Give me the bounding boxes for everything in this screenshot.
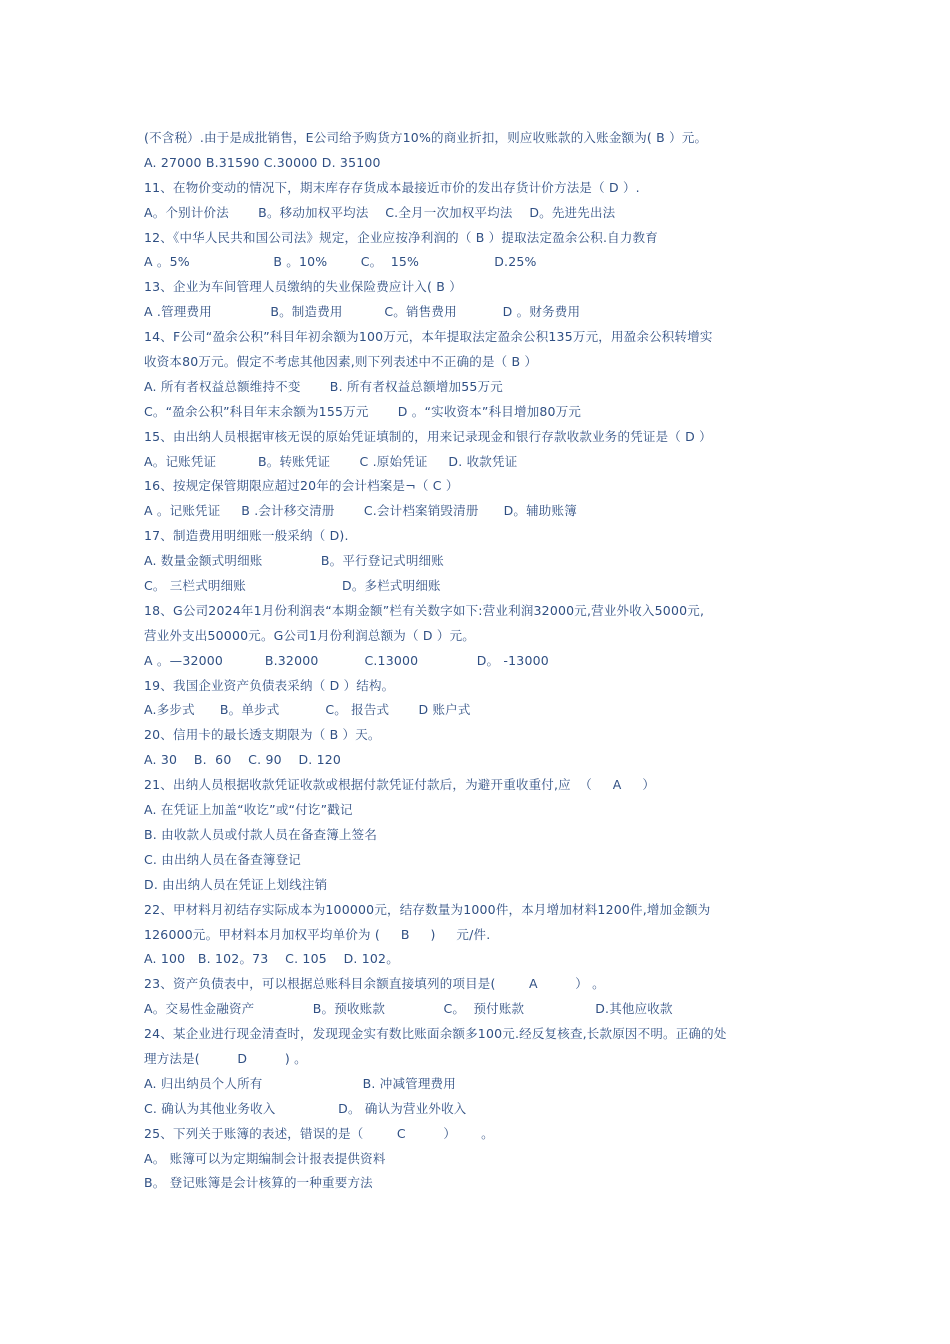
text-line: 17、制造费用明细账一般采纳（ D). (144, 528, 349, 544)
text-line: (不含税）.由于是成批销售，E公司给予购货方10%的商业折扣，则应收账款的入账金额为( B ）元。 (144, 130, 708, 145)
text-line: 理方法是( D ) 。 (144, 1050, 307, 1066)
text-line: C. 由出纳人员在备查簿登记 (144, 851, 301, 867)
text-line: A .管理费用 B。制造费用 C。销售费用 D 。财务费用 (144, 304, 581, 320)
text-line: A。 账簿可以为定期编制会计报表提供资料 (144, 1150, 386, 1166)
text-line: 20、信用卡的最长透支期限为（ B ）天。 (144, 727, 381, 743)
text-line: 14、F公司“盈余公积”科目年初余额为100万元，本年提取法定盈余公积135万元，用盈余公积转增实 (144, 329, 713, 345)
text-line: 25、下列关于账簿的表述，错误的是（ C ） 。 (144, 1125, 494, 1141)
text-line: B。 登记账簿是会计核算的一种重要方法 (144, 1175, 373, 1191)
text-line: 营业外支出50000元。G公司1月份利润总额为（ D ）元。 (144, 627, 475, 643)
text-line: A.多步式 B。单步式 C。 报告式 D 账户式 (144, 702, 471, 718)
text-line: 18、G公司2024年1月份利润表“本期金额”栏有关数字如下:营业利润32000元,营业外收入5000元, (144, 602, 705, 618)
text-line: A。个别计价法 B。移动加权平均法 C.全月一次加权平均法 D。先进先出法 (144, 204, 616, 220)
text-line: B. 由收款人员或付款人员在备查簿上签名 (144, 826, 378, 842)
text-line: A. 100 B. 102。73 C. 105 D. 102。 (144, 951, 399, 967)
text-line: 22、甲材料月初结存实际成本为100000元，结存数量为1000件，本月增加材料1200件,增加金额为 (144, 901, 711, 917)
text-line: 126000元。甲材料本月加权平均单价为 ( B ) 元/件. (144, 926, 491, 942)
text-line: 12、《中华人民共和国公司法》规定，企业应按净利润的（ B ）提取法定盈余公积.自力教育 (144, 229, 658, 245)
text-line: C。“盈余公积”科目年末余额为155万元 D 。“实收资本”科目增加80万元 (144, 403, 582, 419)
text-line: A 。5% B 。10% C。 15% D.25% (144, 254, 537, 270)
text-line: A 。—32000 B.32000 C.13000 D。 -13000 (144, 652, 549, 668)
text-line: A. 在凭证上加盖“收讫”或“付讫”戳记 (144, 802, 353, 818)
text-line: D. 由出纳人员在凭证上划线注销 (144, 876, 328, 892)
text-line: 13、企业为车间管理人员缴纳的失业保险费应计入( B ） (144, 279, 462, 295)
text-line: C. 确认为其他业务收入 D。 确认为营业外收入 (144, 1100, 467, 1116)
text-line: 15、由出纳人员根据审核无误的原始凭证填制的，用来记录现金和银行存款收款业务的凭证是（ D ） (144, 428, 712, 444)
text-line: A. 归出纳员个人所有 B. 冲减管理费用 (144, 1075, 456, 1091)
text-line: A. 27000 B.31590 C.30000 D. 35100 (144, 154, 381, 170)
text-line: A. 30 B. 60 C. 90 D. 120 (144, 752, 342, 768)
text-line: 收资本80万元。假定不考虑其他因素,则下列表述中不正确的是（ B ） (144, 354, 538, 370)
text-line: 19、我国企业资产负债表采纳（ D ）结构。 (144, 677, 395, 693)
text-line: A. 所有者权益总额维持不变 B. 所有者权益总额增加55万元 (144, 378, 503, 394)
text-line: A。记账凭证 B。转账凭证 C .原始凭证 D. 收款凭证 (144, 453, 518, 469)
text-line: A。交易性金融资产 B。预收账款 C。 预付账款 D.其他应收款 (144, 1001, 673, 1017)
text-line: 21、出纳人员根据收款凭证收款或根据付款凭证付款后，为避开重收重付,应 （ A ） (144, 777, 656, 793)
text-line: C。 三栏式明细账 D。多栏式明细账 (144, 578, 441, 594)
text-line: 16、按规定保管期限应超过20年的会计档案是¬（ C ） (144, 478, 459, 494)
text-line: A 。记账凭证 B .会计移交清册 C.会计档案销毁清册 D。辅助账簿 (144, 503, 577, 519)
text-line: 24、某企业进行现金清查时，发现现金实有数比账面余额多100元.经反复核查,长款原因不明。正确的处 (144, 1026, 727, 1042)
text-line: 11、在物价变动的情况下，期末库存存货成本最接近市价的发出存货计价方法是（ D ）. (144, 179, 640, 195)
text-line: 23、资产负债表中，可以根据总账科目余额直接填列的项目是( A ） 。 (144, 976, 605, 992)
text-line: A. 数量金额式明细账 B。平行登记式明细账 (144, 553, 444, 569)
document-body (144, 126, 814, 1196)
